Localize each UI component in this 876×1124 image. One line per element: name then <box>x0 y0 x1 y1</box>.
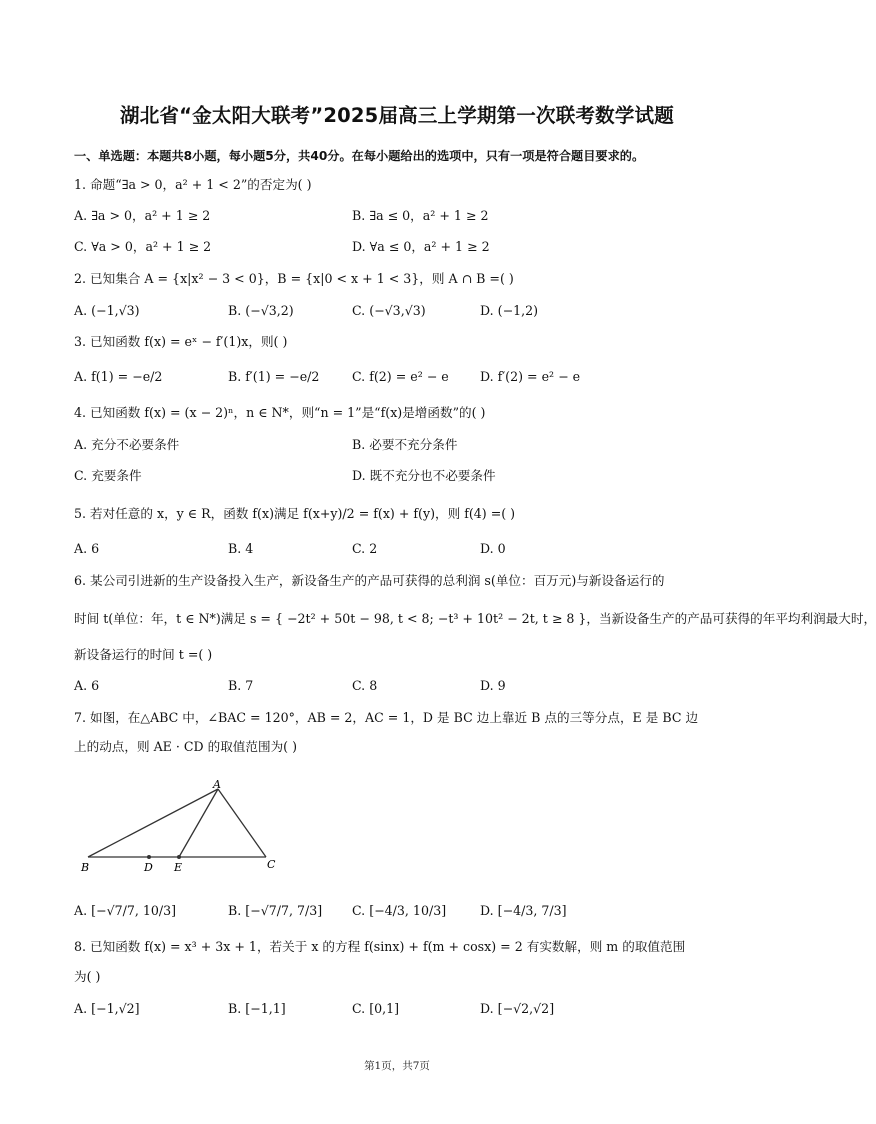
question-7-stem-line-2: 上的动点，则 AE · CD 的取值范围为( ) <box>74 739 297 754</box>
question-6-option-c: C. 8 <box>352 678 378 693</box>
label-a: A <box>213 778 221 791</box>
question-3-option-a: A. f(1) = −e/2 <box>74 369 163 384</box>
question-2-option-c: C. (−√3,√3) <box>352 303 426 318</box>
question-5-option-c: C. 2 <box>352 541 378 556</box>
question-6-option-a: A. 6 <box>74 678 100 693</box>
question-6-option-b: B. 7 <box>228 678 254 693</box>
segment-ac <box>218 789 266 857</box>
question-5-option-d: D. 0 <box>480 541 506 556</box>
question-8-stem-line-1: 8. 已知函数 f(x) = x³ + 3x + 1，若关于 x 的方程 f(sinx) + f(m + cosx) = 2 有实数解，则 m 的取值范围 <box>74 939 686 954</box>
page-title: 湖北省“金太阳大联考”2025届高三上学期第一次联考数学试题 <box>120 104 674 127</box>
question-3-option-b: B. f′(1) = −e/2 <box>228 369 320 384</box>
question-1-stem: 1. 命题“∃a > 0，a² + 1 < 2”的否定为( ) <box>74 177 312 192</box>
question-7-option-b: B. [−√7/7, 7/3] <box>228 903 323 918</box>
question-6-stem-line-1: 6. 某公司引进新的生产设备投入生产，新设备生产的产品可获得的总利润 s(单位：百万元)与新设备运行的 <box>74 573 665 588</box>
page-footer: 第1页，共7页 <box>364 1060 430 1072</box>
question-8-option-d: D. [−√2,√2] <box>480 1001 555 1016</box>
question-8-option-c: C. [0,1] <box>352 1001 400 1016</box>
question-7-option-d: D. [−4/3, 7/3] <box>480 903 567 918</box>
question-3-stem: 3. 已知函数 f(x) = eˣ − f′(1)x，则( ) <box>74 334 288 349</box>
question-6-stem-line-3: 新设备运行的时间 t =( ) <box>74 647 213 662</box>
question-1-option-c: C. ∀a > 0，a² + 1 ≥ 2 <box>74 239 212 254</box>
question-3-option-c: C. f(2) = e² − e <box>352 369 449 384</box>
question-2-option-a: A. (−1,√3) <box>74 303 140 318</box>
question-8-option-b: B. [−1,1] <box>228 1001 286 1016</box>
question-6-option-d: D. 9 <box>480 678 506 693</box>
question-2-option-d: D. (−1,2) <box>480 303 539 318</box>
question-1-option-d: D. ∀a ≤ 0，a² + 1 ≥ 2 <box>352 239 490 254</box>
question-3-option-d: D. f′(2) = e² − e <box>480 369 581 384</box>
question-4-option-a: A. 充分不必要条件 <box>74 437 180 452</box>
question-2-option-b: B. (−√3,2) <box>228 303 294 318</box>
label-c: C <box>267 858 276 871</box>
point-e <box>177 855 181 859</box>
label-d: D <box>144 861 153 874</box>
question-5-stem: 5. 若对任意的 x，y ∈ R，函数 f(x)满足 f(x+y)/2 = f(x) + f(y)，则 f(4) =( ) <box>74 506 516 521</box>
label-e: E <box>174 861 183 874</box>
question-5-option-b: B. 4 <box>228 541 254 556</box>
question-4-option-d: D. 既不充分也不必要条件 <box>352 468 496 483</box>
point-d <box>147 855 151 859</box>
question-7-option-a: A. [−√7/7, 10/3] <box>74 903 177 918</box>
question-4-stem: 4. 已知函数 f(x) = (x − 2)ⁿ，n ∈ N*，则“n = 1”是“f(x)是增函数”的( ) <box>74 405 486 420</box>
label-b: B <box>81 861 90 874</box>
question-5-option-a: A. 6 <box>74 541 100 556</box>
question-4-option-b: B. 必要不充分条件 <box>352 437 458 452</box>
question-4-option-c: C. 充要条件 <box>74 468 142 483</box>
question-8-option-a: A. [−1,√2] <box>74 1001 140 1016</box>
question-1-option-b: B. ∃a ≤ 0，a² + 1 ≥ 2 <box>352 208 489 223</box>
question-7-option-c: C. [−4/3, 10/3] <box>352 903 447 918</box>
question-6-stem-line-2: 时间 t(单位：年，t ∈ N*)满足 s = { −2t² + 50t − 98, t < 8; −t³ + 10t² − 2t, t ≥ 8 }，当新设备生产的产品可获得的年平均利润最大时， <box>74 611 876 626</box>
question-7-stem-line-1: 7. 如图，在△ABC 中，∠BAC = 120°，AB = 2，AC = 1，D 是 BC 边上靠近 B 点的三等分点，E 是 BC 边 <box>74 710 699 725</box>
question-8-stem-line-2: 为( ) <box>74 969 101 984</box>
section-heading: 一、单选题：本题共8小题，每小题5分，共40分。在每小题给出的选项中，只有一项是符合题目要求的。 <box>74 149 645 163</box>
triangle-figure <box>78 778 288 878</box>
question-1-option-a: A. ∃a > 0，a² + 1 ≥ 2 <box>74 208 211 223</box>
question-2-stem: 2. 已知集合 A = {x|x² − 3 < 0}，B = {x|0 < x + 1 < 3}，则 A ∩ B =( ) <box>74 271 514 286</box>
